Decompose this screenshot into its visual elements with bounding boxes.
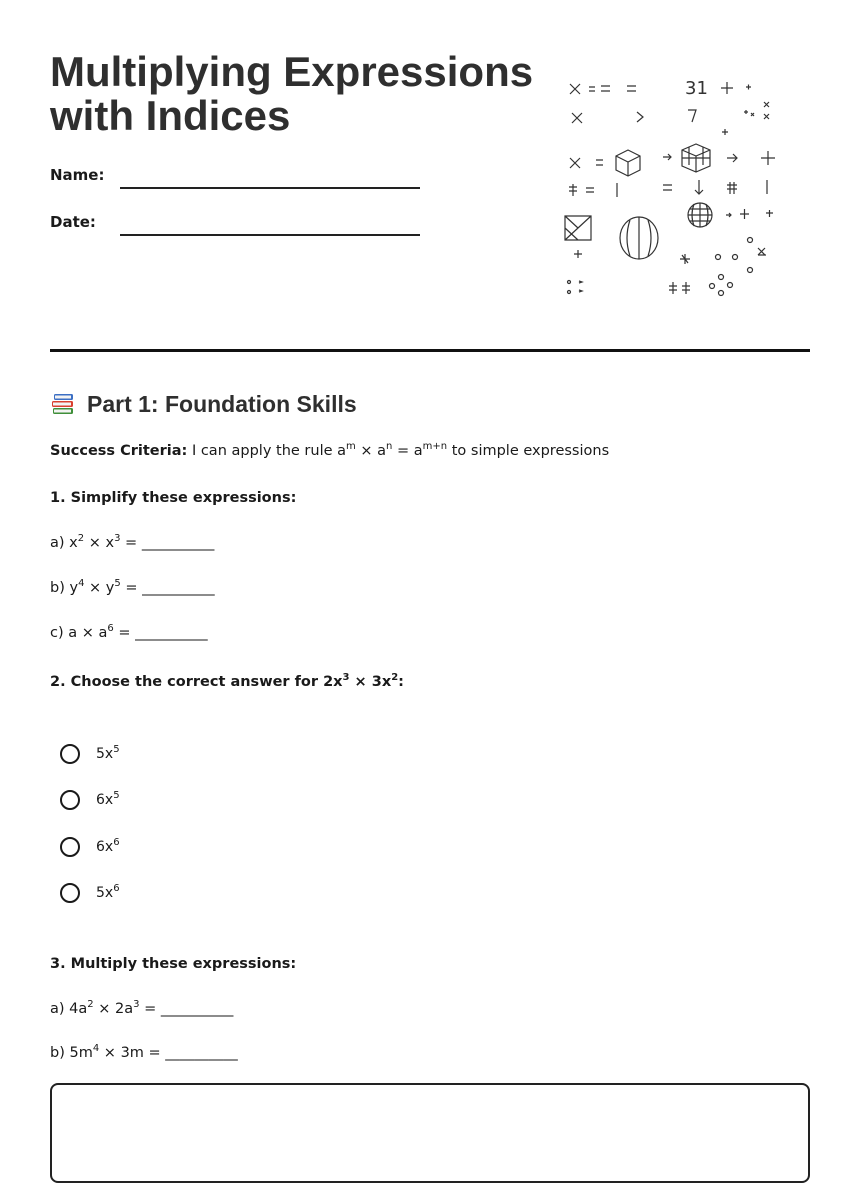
q2-prompt: 2. Choose the correct answer for $2x^3 \times 3x^2$: (50, 672, 404, 690)
svg-text:31: 31 (685, 78, 708, 99)
name-field[interactable] (120, 187, 420, 189)
answer-blank[interactable]: __________ (141, 535, 215, 551)
q3-prompt: 3. Multiply these expressions: (50, 956, 297, 972)
radio-button[interactable] (60, 837, 80, 857)
option-label: $6x^6$ (96, 837, 120, 855)
q2-option-d[interactable] (60, 880, 120, 906)
name-label: Name: (50, 166, 105, 184)
math-doodles-illustration (560, 70, 810, 310)
success-criteria-label: Success Criteria: (50, 443, 188, 459)
q1-item-c: c) $a \times a^6$ = __________ (50, 623, 208, 641)
answer-blank[interactable]: __________ (160, 1001, 234, 1017)
success-criteria-text-end: to simple expressions (447, 443, 610, 459)
radio-button[interactable] (60, 790, 80, 810)
answer-blank[interactable]: __________ (135, 625, 208, 641)
q3-item-a: a) $4a^2 \times 2a^3$ = __________ (50, 999, 234, 1017)
q1-item-b: b) $y^4 \times y^5$ = __________ (50, 578, 215, 596)
q1-prompt: 1. Simplify these expressions: (50, 490, 297, 506)
option-label: $6x^5$ (96, 790, 120, 808)
date-field[interactable] (120, 234, 420, 236)
section-divider (50, 349, 810, 352)
part1-heading (50, 388, 357, 420)
working-out-box[interactable] (50, 1083, 810, 1183)
q2-option-a[interactable] (60, 741, 120, 767)
part1-heading-text: Part 1: Foundation Skills (87, 390, 357, 417)
radio-button[interactable] (60, 744, 80, 764)
date-label: Date: (50, 213, 96, 231)
option-label: $5x^5$ (96, 744, 120, 762)
q1-item-a: a) $x^2 \times x^3$ = __________ (50, 533, 215, 551)
radio-button[interactable] (60, 883, 80, 903)
answer-blank[interactable]: __________ (165, 1045, 238, 1061)
success-criteria-text: I can apply the rule a (187, 443, 347, 459)
success-criteria: Success Criteria: I can apply the rule $a^m \times a^n = a^{m+n}$ to simple expressions (50, 441, 610, 459)
q3-item-b: b) $5m^4 \times 3m$ = __________ (50, 1043, 238, 1061)
books-icon (50, 391, 76, 417)
page-title: Multiplying Expressions with Indices (50, 48, 534, 139)
option-label: $5x^6$ (96, 883, 120, 901)
q2-option-c[interactable] (60, 834, 120, 860)
q2-option-b[interactable] (60, 787, 120, 813)
answer-blank[interactable]: __________ (142, 580, 215, 596)
